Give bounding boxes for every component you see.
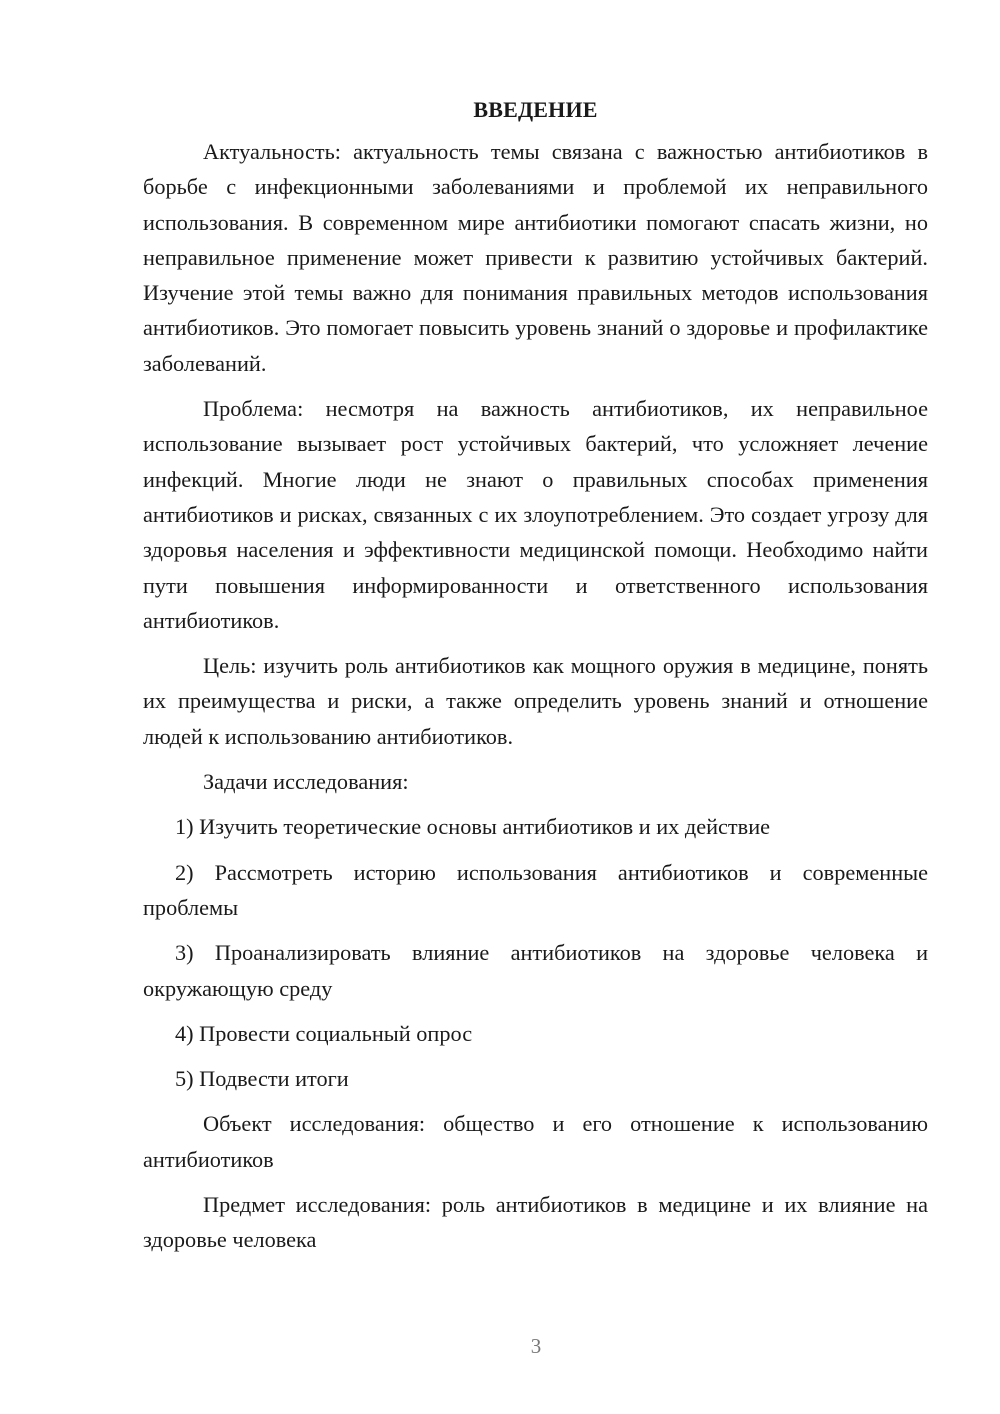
task-item-1: 1) Изучить теоретические основы антибиотиков и их действие	[175, 814, 771, 840]
tasks-list	[143, 809, 928, 1096]
task-item-4: 4) Провести социальный опрос	[175, 1020, 473, 1046]
task-item-5: 5) Подвести итоги	[175, 1066, 349, 1092]
task-item-2: 2) Рассмотреть историю использования антибиотиков и современные проблемы	[143, 859, 928, 920]
tasks-heading: Задачи исследования:	[203, 769, 409, 795]
subject-paragraph: Предмет исследования: роль антибиотиков в медицине и их влияние на здоровье человека	[143, 1192, 928, 1253]
document-page	[143, 92, 928, 1268]
page-title: ВВЕДЕНИЕ	[473, 97, 598, 122]
goal-paragraph: Цель: изучить роль антибиотиков как мощного оружия в медицине, понять их преимущества и риски, а также определить уровень знаний и отношение людей к использованию антибиотиков.	[143, 653, 928, 749]
relevance-paragraph: Актуальность: актуальность темы связана с важностью антибиотиков в борьбе с инфекционными заболеваниями и проблемой их неправильного использования. В современном мире антибиотики помогают спасать жизни, но неправильное применение может привести к развитию устойчивых бактерий. Изучение этой темы важно для понимания правильных методов использования антибиотиков. Это помогает повысить уровень знаний о здоровье и профилактике заболеваний.	[143, 139, 928, 376]
task-item-3: 3) Проанализировать влияние антибиотиков на здоровье человека и окружающую среду	[143, 940, 928, 1001]
problem-paragraph: Проблема: несмотря на важность антибиотиков, их неправильное использование вызывает рост устойчивых бактерий, что усложняет лечение инфекций. Многие люди не знают о правильных способах применения антибиотиков и рисках, связанных с их злоупотреблением. Это создает угрозу для здоровья населения и эффективности медицинской помощи. Необходимо найти пути повышения информированности и ответственного использования антибиотиков.	[143, 396, 928, 633]
page-number: 3	[530, 1334, 542, 1358]
object-paragraph: Объект исследования: общество и его отношение к использованию антибиотиков	[143, 1111, 928, 1172]
